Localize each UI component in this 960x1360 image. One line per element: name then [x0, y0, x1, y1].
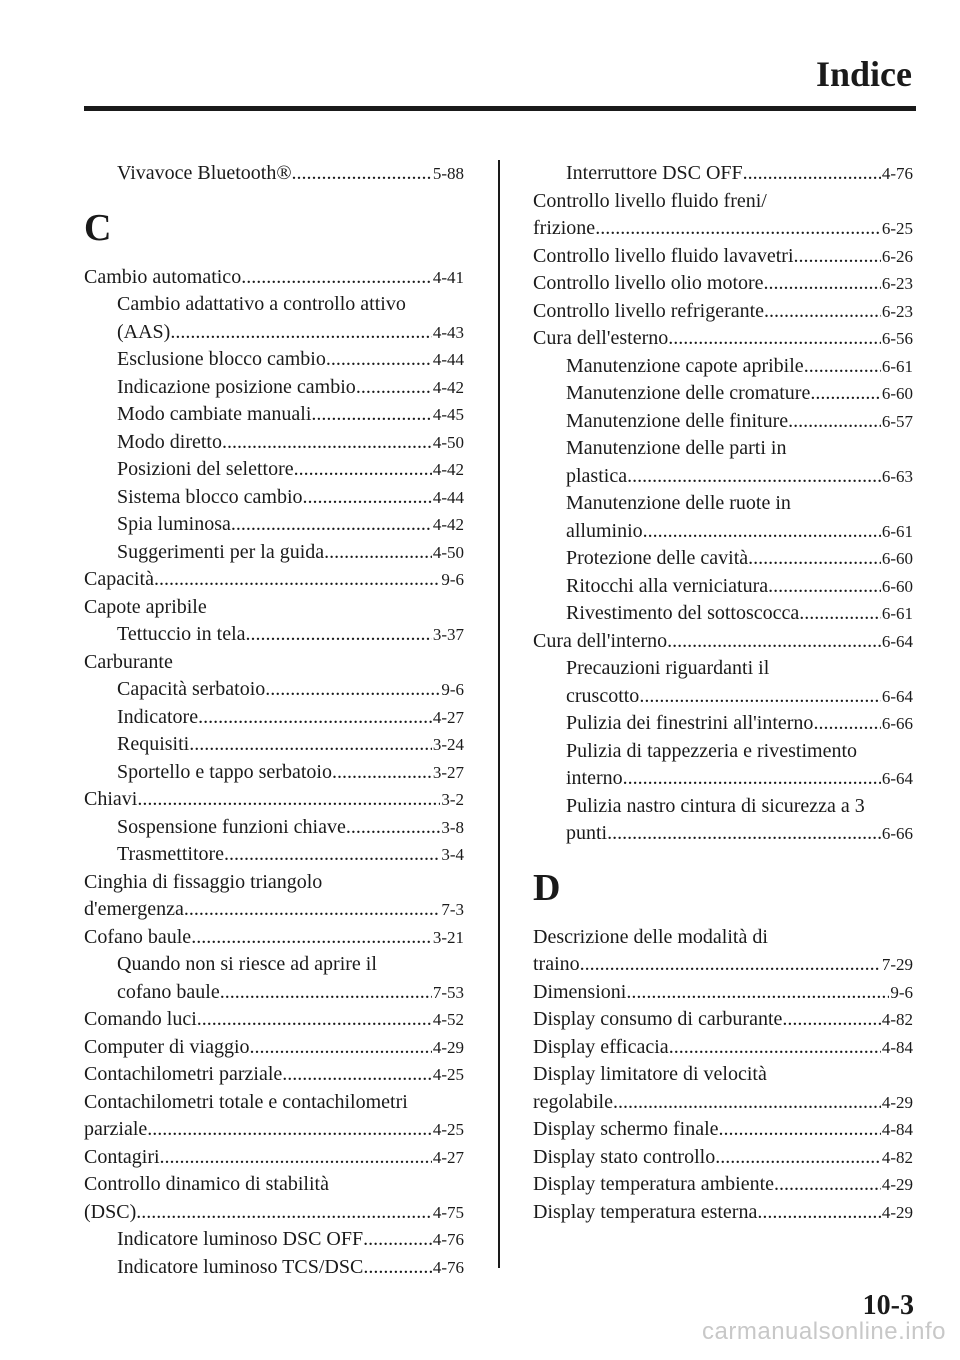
dot-leader: [189, 731, 432, 759]
entry-text: Protezione delle cavità: [566, 547, 749, 569]
entry-text: Tettuccio in tela: [117, 623, 246, 645]
index-entry: [84, 786, 464, 814]
page-reference: 6-25: [881, 219, 913, 238]
index-entry: [533, 1089, 913, 1117]
index-subentry: [533, 545, 913, 573]
entry-text: Cambio automatico: [84, 265, 242, 288]
page-reference: 4-76: [432, 1257, 464, 1277]
entry-text: cruscotto: [566, 684, 640, 707]
index-subentry: [533, 490, 913, 518]
entry-text: Contachilometri parziale: [84, 1063, 283, 1085]
dot-leader: [222, 429, 432, 457]
page-reference: 6-26: [881, 246, 913, 266]
entry-text: Manutenzione delle ruote in: [566, 492, 791, 514]
page-reference: 4-25: [432, 1120, 464, 1139]
dot-leader: [813, 710, 880, 738]
page-reference: 4-45: [432, 405, 464, 424]
index-entry: [84, 924, 464, 952]
index-subentry: [84, 814, 464, 842]
page-reference: 3-8: [441, 817, 464, 837]
dot-leader: [794, 243, 881, 271]
index-entry: [533, 951, 913, 979]
entry-text: Indicatore: [117, 705, 199, 728]
dot-leader: [160, 1144, 432, 1172]
page-reference: 5-88: [432, 164, 464, 183]
entry-text: cofano baule: [117, 980, 220, 1003]
entry-text: Trasmettitore: [117, 843, 225, 865]
entry-text: Display temperatura esterna: [533, 1200, 758, 1223]
page-reference: 6-64: [881, 769, 913, 788]
entry-text: Carburante: [84, 650, 173, 673]
index-entry: [84, 594, 464, 622]
entry-text: Modo cambiate manuali: [117, 403, 312, 425]
entry-text: Display schermo finale: [533, 1118, 719, 1140]
entry-text: Pulizia di tappezzeria e rivestimento: [566, 739, 857, 762]
dot-leader: [356, 374, 432, 402]
page-reference: 6-64: [881, 631, 913, 651]
index-entry: [84, 566, 464, 594]
index-entry: [533, 270, 913, 298]
dot-leader: [626, 979, 889, 1007]
entry-text: Suggerimenti per la guida: [117, 540, 325, 563]
index-subentry: [84, 160, 464, 188]
index-entry: [533, 1171, 913, 1199]
dot-leader: [224, 841, 440, 869]
index-subentry: [84, 1226, 464, 1254]
page-reference: 4-27: [432, 1147, 464, 1167]
index-subentry: [533, 765, 913, 793]
dot-leader: [154, 566, 440, 594]
entry-text: d'emergenza: [84, 898, 184, 920]
entry-text: Posizioni del selettore: [117, 458, 294, 480]
entry-text: Contachilometri totale e contachilometri: [84, 1090, 408, 1113]
entry-text: frizione: [533, 217, 596, 239]
dot-leader: [198, 704, 432, 732]
index-subentry: [84, 841, 464, 869]
entry-text: interno: [566, 767, 623, 789]
index-entry: [84, 1199, 464, 1227]
entry-text: Ritocchi alla verniciatura: [566, 574, 769, 597]
index-subentry: [533, 518, 913, 546]
index-entry: [533, 1034, 913, 1062]
dot-leader: [667, 628, 881, 656]
page-reference: 4-25: [432, 1065, 464, 1084]
entry-text: Indicatore luminoso DSC OFF: [117, 1228, 364, 1250]
index-entry: [84, 264, 464, 292]
index-subentry: [533, 408, 913, 436]
dot-leader: [607, 820, 881, 848]
page-reference: 3-2: [441, 790, 464, 809]
index-subentry: [84, 676, 464, 704]
index-subentry: [84, 429, 464, 457]
page-reference: 6-64: [881, 686, 913, 706]
entry-text: Sospensione funzioni chiave: [117, 815, 346, 838]
entry-text: Interruttore DSC OFF: [566, 162, 743, 184]
dot-leader: [639, 683, 881, 711]
page-reference: 7-29: [881, 955, 913, 974]
entry-text: Controllo livello fluido freni/: [533, 189, 767, 212]
index-subentry: [533, 435, 913, 463]
entry-text: Computer di viaggio: [84, 1035, 250, 1058]
entry-text: Pulizia nastro cintura di sicurezza a 3: [566, 794, 865, 817]
dot-leader: [799, 600, 881, 628]
index-subentry: [533, 353, 913, 381]
entry-text: Sportello e tappo serbatoio: [117, 760, 332, 783]
entry-text: alluminio: [566, 519, 643, 542]
page-reference: 6-60: [881, 384, 913, 403]
page-reference: 4-76: [881, 164, 913, 183]
page-reference: 4-50: [432, 432, 464, 452]
index-subentry: [84, 484, 464, 512]
dot-leader: [810, 380, 880, 408]
dot-leader: [303, 484, 432, 512]
entry-text: Dimensioni: [533, 980, 627, 1003]
index-subentry: [84, 346, 464, 374]
page-reference: 6-66: [881, 824, 913, 843]
dot-leader: [197, 1006, 432, 1034]
dot-leader: [184, 896, 440, 924]
index-entry: [84, 1006, 464, 1034]
entry-text: punti: [566, 822, 608, 844]
entry-text: Cura dell'esterno: [533, 327, 669, 349]
page-reference: 6-61: [881, 604, 913, 623]
entry-text: Display temperatura ambiente: [533, 1173, 775, 1195]
dot-leader: [743, 160, 881, 188]
dot-leader: [768, 573, 881, 601]
index-subentry: [533, 738, 913, 766]
header-rule: [84, 106, 916, 111]
entry-text: Capacità: [84, 568, 154, 590]
entry-text: Vivavoce Bluetooth®: [117, 162, 292, 184]
dot-leader: [265, 676, 440, 704]
index-subentry: [533, 683, 913, 711]
index-entry: [533, 924, 913, 952]
index-subentry: [84, 539, 464, 567]
entry-text: Capote apribile: [84, 595, 207, 618]
entry-text: Requisiti: [117, 733, 190, 755]
page-reference: 6-61: [881, 521, 913, 541]
index-subentry: [84, 979, 464, 1007]
index-entry: [533, 1144, 913, 1172]
dot-leader: [669, 1034, 881, 1062]
dot-leader: [627, 463, 881, 491]
page-reference: 6-57: [881, 411, 913, 431]
page-reference: 4-84: [881, 1120, 913, 1139]
index-entry: [533, 1116, 913, 1144]
column-divider: [498, 160, 500, 1268]
index-entry: [84, 1089, 464, 1117]
entry-text: Descrizione delle modalità di: [533, 925, 768, 948]
index-entry: [84, 1116, 464, 1144]
entry-text: Comando luci: [84, 1008, 197, 1030]
index-subentry: [533, 710, 913, 738]
entry-text: Pulizia dei finestrini all'interno: [566, 712, 814, 734]
entry-text: Cambio adattativo a controllo attivo: [117, 293, 406, 315]
section-letter: C: [84, 206, 112, 249]
index-subentry: [84, 511, 464, 539]
page-reference: 3-27: [432, 762, 464, 782]
dot-leader: [294, 456, 432, 484]
entry-text: Cofano baule: [84, 925, 192, 948]
entry-text: Controllo livello fluido lavavetri: [533, 244, 794, 267]
entry-text: regolabile: [533, 1090, 613, 1113]
page-reference: 4-52: [432, 1010, 464, 1029]
page-reference: 9-6: [441, 570, 464, 589]
page-reference: 6-23: [881, 274, 913, 293]
index-subentry: [533, 160, 913, 188]
dot-leader: [764, 298, 881, 326]
index-entry: [533, 979, 913, 1007]
index-column-right: [533, 160, 913, 1226]
index-subentry: [533, 655, 913, 683]
entry-text: traino: [533, 953, 580, 975]
page-reference: 9-6: [441, 680, 464, 699]
page-reference: 6-61: [881, 356, 913, 376]
index-entry: [533, 298, 913, 326]
dot-leader: [220, 979, 432, 1007]
entry-text: Sistema blocco cambio: [117, 485, 303, 508]
dot-leader: [719, 1116, 881, 1144]
index-subentry: [533, 463, 913, 491]
index-entry: [533, 243, 913, 271]
index-subentry: [84, 759, 464, 787]
watermark: carmanualsonline.info: [702, 1318, 946, 1345]
entry-text: Quando non si riesce ad aprire il: [117, 953, 377, 975]
entry-text: Controllo dinamico di stabilità: [84, 1173, 329, 1195]
page-reference: 4-29: [881, 1202, 913, 1222]
index-entry: [84, 869, 464, 897]
entry-text: parziale: [84, 1118, 148, 1140]
index-subentry: [84, 731, 464, 759]
page-reference: 4-42: [432, 377, 464, 397]
index-entry: [533, 188, 913, 216]
entry-text: Display limitatore di velocità: [533, 1063, 767, 1085]
entry-text: Esclusione blocco cambio: [117, 348, 326, 370]
dot-leader: [282, 1061, 432, 1089]
page-reference: 4-29: [432, 1037, 464, 1057]
dot-leader: [326, 346, 432, 374]
entry-text: Manutenzione delle parti in: [566, 437, 787, 459]
entry-text: Indicatore luminoso TCS/DSC: [117, 1255, 364, 1278]
index-entry: [84, 1171, 464, 1199]
dot-leader: [250, 1034, 432, 1062]
index-subentry: [84, 456, 464, 484]
entry-text: Manutenzione capote apribile: [566, 354, 804, 377]
section-letter: D: [533, 866, 561, 909]
entry-text: Rivestimento del sottoscocca: [566, 602, 800, 624]
entry-text: Controllo livello olio motore: [533, 272, 764, 294]
index-column-left: [84, 160, 464, 1281]
index-entry: [84, 1061, 464, 1089]
index-subentry: [533, 573, 913, 601]
page-reference: 4-50: [432, 542, 464, 562]
dot-leader: [147, 1116, 432, 1144]
index-entry: [84, 896, 464, 924]
entry-text: Display consumo di carburante: [533, 1008, 783, 1030]
dot-leader: [346, 814, 440, 842]
entry-text: Indicazione posizione cambio: [117, 375, 356, 398]
page-reference: 4-44: [432, 487, 464, 507]
page-number: 10-3: [862, 1290, 914, 1321]
page-reference: 4-29: [881, 1175, 913, 1194]
dot-leader: [363, 1226, 432, 1254]
dot-leader: [311, 401, 431, 429]
dot-leader: [363, 1254, 432, 1282]
dot-leader: [136, 1199, 432, 1227]
page-reference: 4-42: [432, 460, 464, 479]
dot-leader: [804, 353, 881, 381]
index-entry: [533, 325, 913, 353]
entry-text: Precauzioni riguardanti il: [566, 657, 770, 679]
page-reference: 9-6: [890, 982, 913, 1002]
dot-leader: [191, 924, 432, 952]
dot-leader: [715, 1144, 881, 1172]
index-entry: [84, 1034, 464, 1062]
index-subentry: [533, 820, 913, 848]
index-entry: [84, 1144, 464, 1172]
page-reference: 7-53: [432, 982, 464, 1002]
page-reference: 4-27: [432, 707, 464, 727]
page-reference: 4-43: [432, 322, 464, 342]
dot-leader: [613, 1089, 881, 1117]
page-reference: 4-75: [432, 1202, 464, 1222]
index-subentry: [84, 951, 464, 979]
dot-leader: [137, 786, 440, 814]
page-reference: 4-29: [881, 1092, 913, 1112]
entry-text: Contagiri: [84, 1145, 160, 1168]
page-reference: 4-44: [432, 350, 464, 369]
index-subentry: [84, 1254, 464, 1282]
page-reference: 4-42: [432, 515, 464, 534]
page-reference: 6-23: [881, 301, 913, 321]
dot-leader: [324, 539, 432, 567]
page-title: Indice: [815, 54, 912, 94]
dot-leader: [764, 270, 881, 298]
index-subentry: [84, 374, 464, 402]
dot-leader: [782, 1006, 880, 1034]
page-reference: 4-84: [881, 1037, 913, 1057]
page-reference: 3-37: [432, 625, 464, 644]
entry-text: Controllo livello refrigerante: [533, 299, 765, 322]
index-subentry: [84, 291, 464, 319]
dot-leader: [774, 1171, 881, 1199]
entry-text: (DSC): [84, 1200, 137, 1223]
entry-text: plastica: [566, 464, 628, 487]
index-entry: [533, 215, 913, 243]
entry-text: Display efficacia: [533, 1035, 669, 1058]
entry-text: Chiavi: [84, 788, 138, 810]
page-reference: 4-76: [432, 1230, 464, 1249]
index-subentry: [84, 401, 464, 429]
index-entry: [533, 628, 913, 656]
entry-text: Cura dell'interno: [533, 629, 668, 652]
dot-leader: [246, 621, 432, 649]
dot-leader: [332, 759, 432, 787]
index-subentry: [533, 793, 913, 821]
dot-leader: [231, 511, 432, 539]
dot-leader: [757, 1199, 880, 1227]
entry-text: Cinghia di fissaggio triangolo: [84, 870, 323, 893]
entry-text: Manutenzione delle cromature: [566, 382, 811, 404]
page-reference: 4-41: [432, 267, 464, 287]
entry-text: Manutenzione delle finiture: [566, 409, 789, 432]
page-reference: 7-3: [441, 900, 464, 919]
index-subentry: [533, 380, 913, 408]
dot-leader: [292, 160, 432, 188]
dot-leader: [788, 408, 881, 436]
page-reference: 3-21: [432, 927, 464, 947]
dot-leader: [241, 264, 432, 292]
dot-leader: [580, 951, 881, 979]
dot-leader: [623, 765, 881, 793]
dot-leader: [668, 325, 881, 353]
dot-leader: [170, 319, 431, 347]
index-entry: [533, 1006, 913, 1034]
index-subentry: [533, 600, 913, 628]
page-reference: 6-66: [881, 714, 913, 733]
entry-text: (AAS): [117, 320, 171, 343]
index-entry: [533, 1061, 913, 1089]
dot-leader: [748, 545, 881, 573]
page-reference: 6-63: [881, 466, 913, 486]
entry-text: Modo diretto: [117, 430, 222, 453]
dot-leader: [643, 518, 881, 546]
index-entry: [84, 649, 464, 677]
index-subentry: [84, 621, 464, 649]
index-entry: [533, 1199, 913, 1227]
index-subentry: [84, 704, 464, 732]
page-reference: 6-60: [881, 576, 913, 596]
page-reference: 3-4: [441, 845, 464, 864]
entry-text: Spia luminosa: [117, 513, 231, 535]
entry-text: Display stato controllo: [533, 1145, 716, 1168]
page-reference: 6-60: [881, 549, 913, 568]
page-reference: 3-24: [432, 735, 464, 754]
page-reference: 6-56: [881, 329, 913, 348]
entry-text: Capacità serbatoio: [117, 678, 266, 700]
page-reference: 4-82: [881, 1010, 913, 1029]
page-reference: 4-82: [881, 1147, 913, 1167]
dot-leader: [595, 215, 881, 243]
index-subentry: [84, 319, 464, 347]
